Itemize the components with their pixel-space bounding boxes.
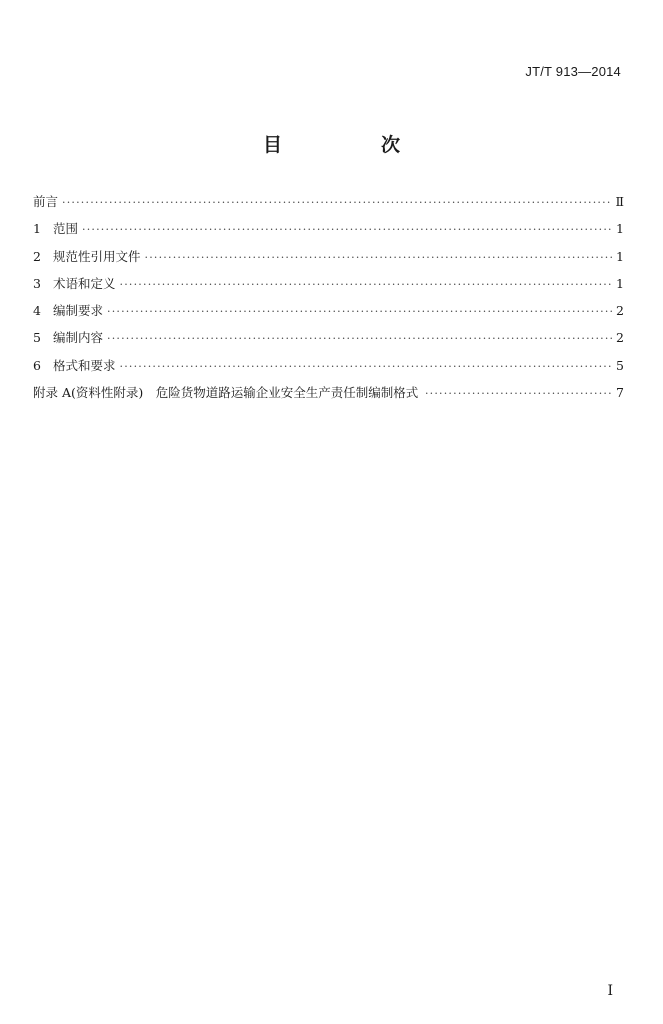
toc-item-label: 格式和要求 [53,357,116,373]
toc-item-scope[interactable] [33,219,624,246]
toc-item-label: 规范性引用文件 [53,248,141,264]
toc-leader-dots [107,305,612,318]
toc-item-format[interactable] [33,356,624,383]
toc-leader-dots [425,387,612,400]
toc-item-page: 2 [616,330,624,346]
toc-item-label: 附录 A(资料性附录) 危险货物道路运输企业安全生产责任制编制格式 [33,385,419,401]
toc-item-number: 3 [33,275,41,291]
toc-item-contents[interactable] [33,328,624,355]
toc-leader-dots [120,278,612,291]
toc-item-terms-definitions[interactable] [33,274,624,301]
toc-leader-dots [82,223,612,236]
toc-item-number: 6 [33,357,41,373]
toc-item-number: 1 [33,221,41,237]
toc-item-label: 编制内容 [53,330,104,346]
toc-leader-dots [107,332,612,345]
page-title: 目 次 [262,134,440,156]
page-number: I [607,983,613,999]
toc-item-label: 术语和定义 [53,275,116,291]
toc-item-page: 1 [616,248,624,264]
toc-item-page: 2 [616,303,624,319]
toc-leader-dots [62,196,611,209]
toc-item-number: 5 [33,330,41,346]
toc-item-page: Ⅱ [615,194,624,209]
standard-code: JT/T 913—2014 [525,64,621,79]
toc-leader-dots [145,251,612,264]
toc-item-number: 2 [33,248,41,264]
toc-item-normative-references[interactable] [33,247,624,274]
toc-item-page: 7 [616,385,624,401]
toc-item-number: 4 [33,303,41,319]
toc-item-label: 范围 [53,221,79,237]
toc-leader-dots [120,360,612,373]
toc-item-appendix-a[interactable] [33,383,624,410]
table-of-contents [33,192,624,410]
toc-item-requirements[interactable] [33,301,624,328]
toc-item-label: 前言 [33,194,59,209]
toc-item-page: 5 [616,357,624,373]
toc-item-page: 1 [616,275,624,291]
toc-item-page: 1 [616,221,624,237]
toc-item-label: 编制要求 [53,303,104,319]
toc-item-foreword[interactable] [33,192,624,219]
